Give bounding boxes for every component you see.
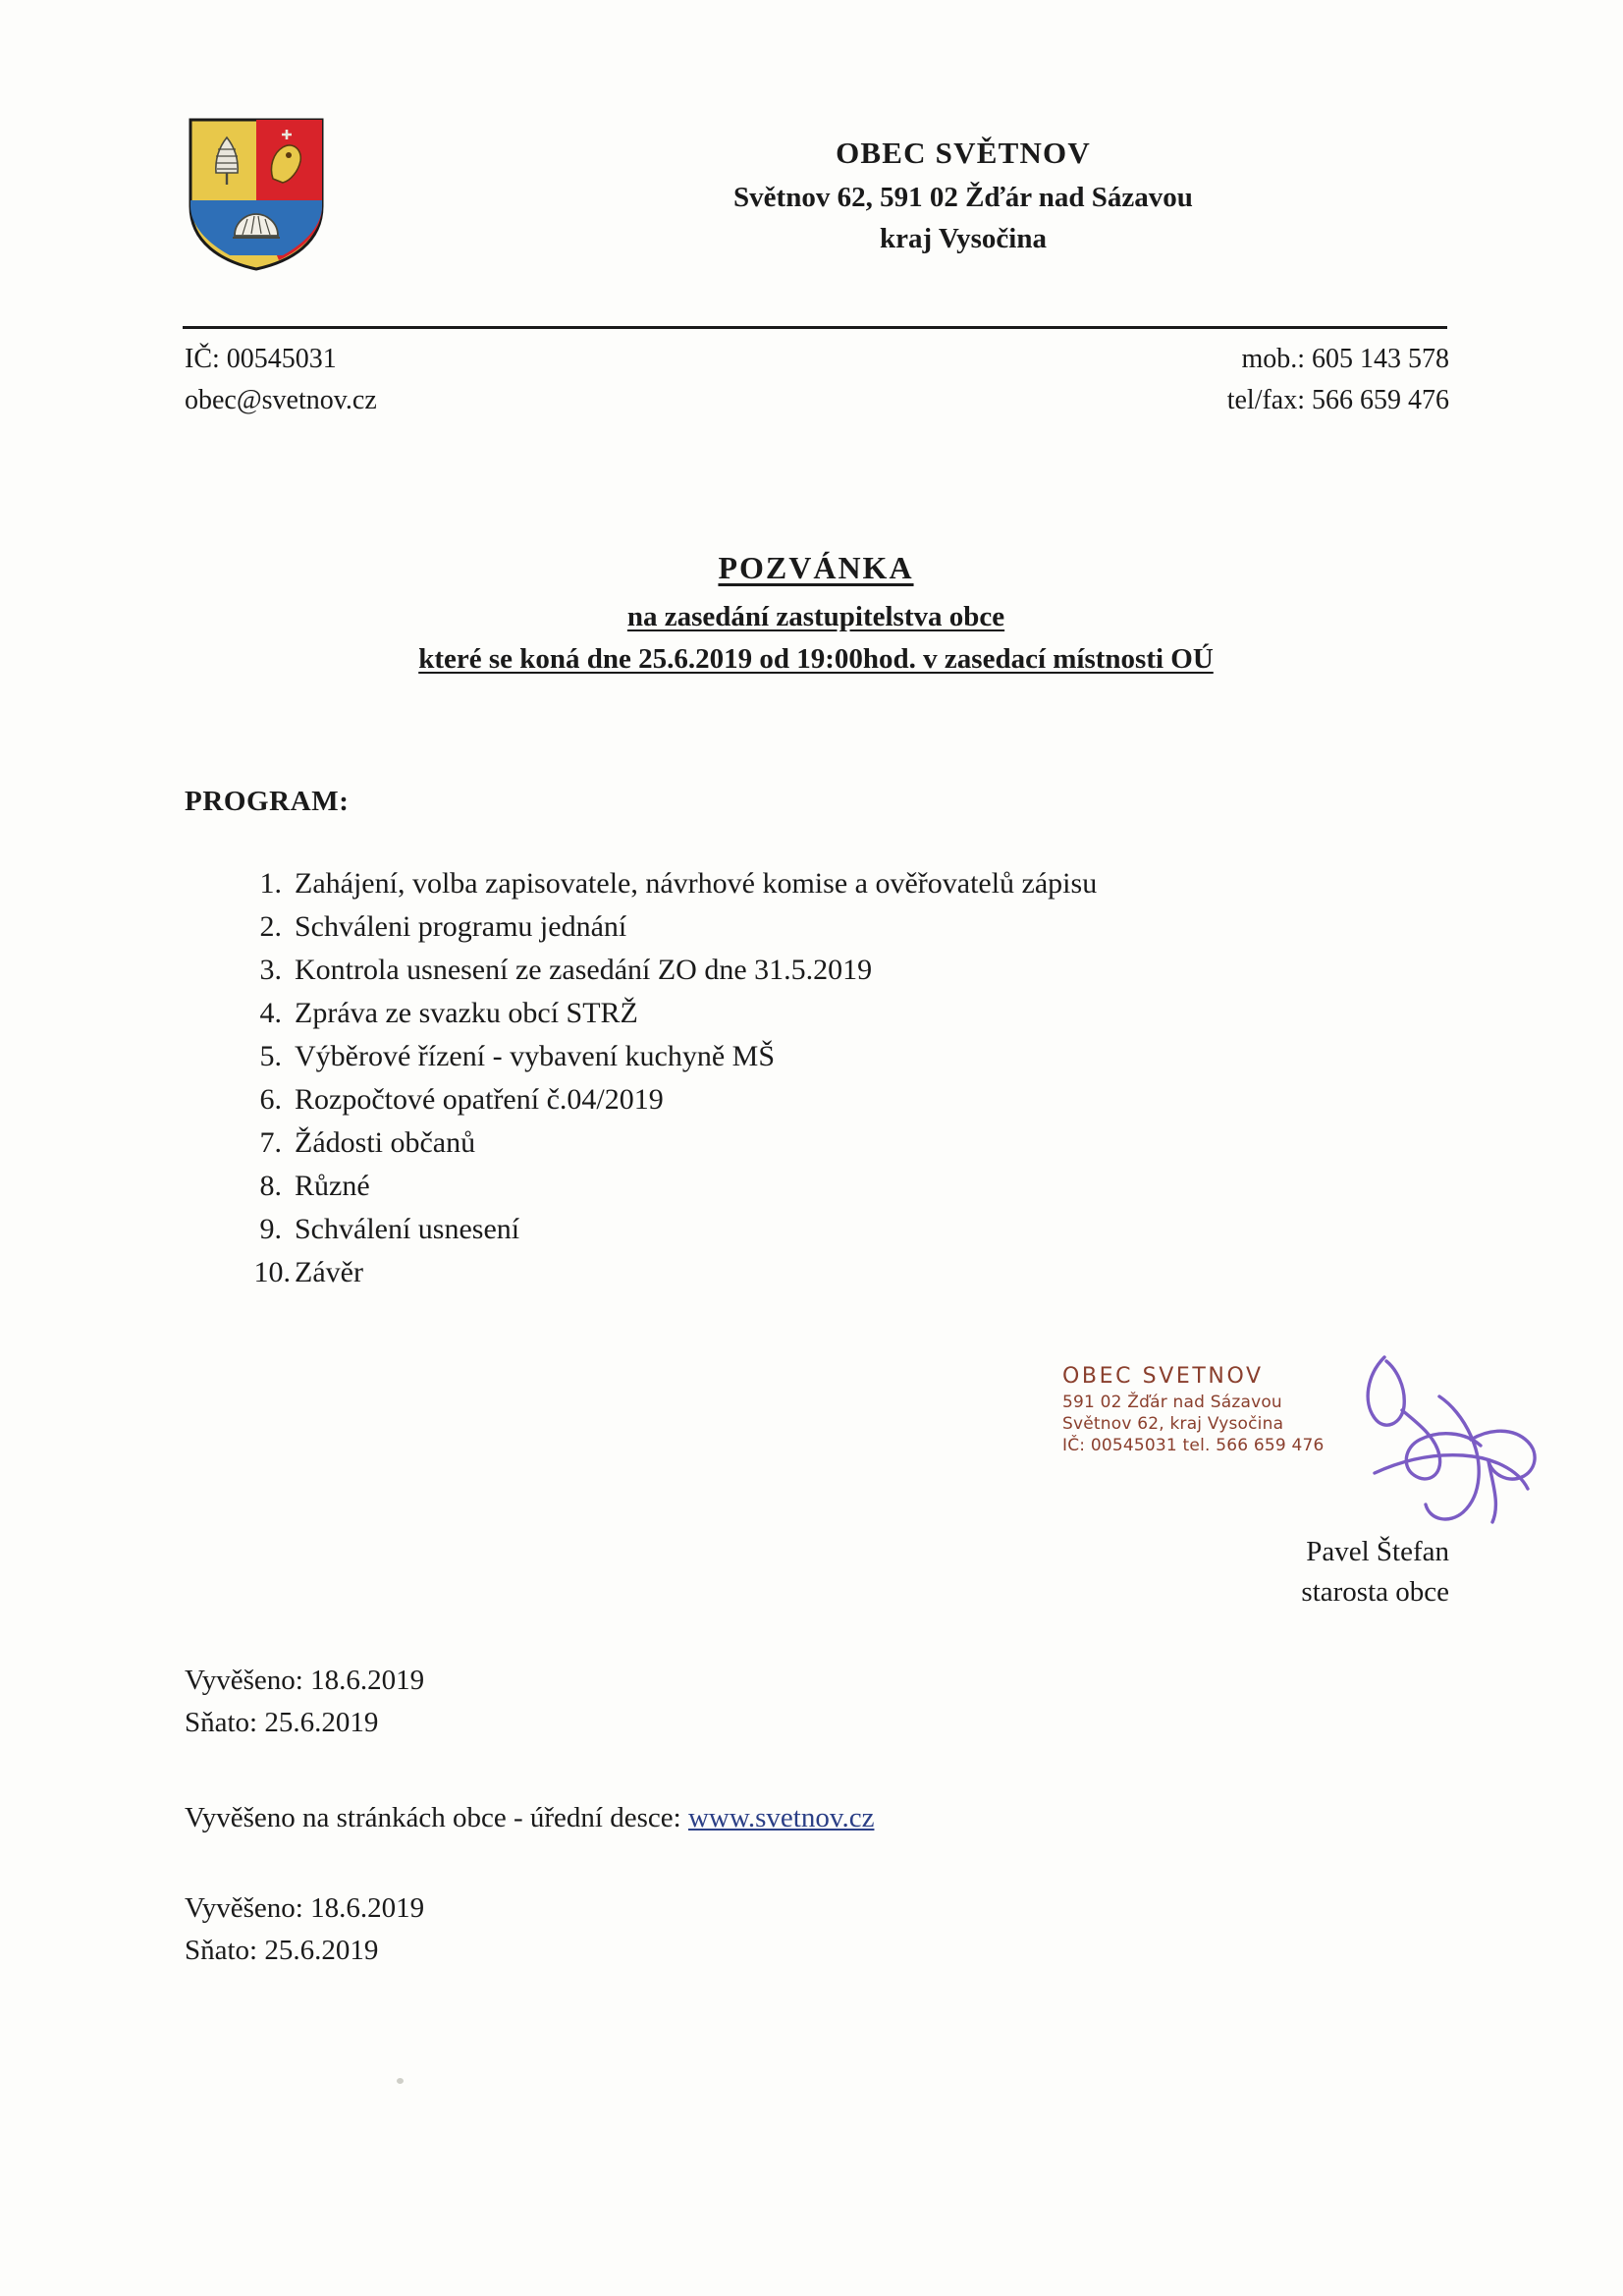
list-item xyxy=(236,864,1414,902)
list-item-number: 10. xyxy=(253,1256,291,1288)
organization-name: OBEC SVĚTNOV xyxy=(836,136,1091,170)
list-item-label: Zpráva ze svazku obcí STRŽ xyxy=(295,997,638,1029)
header-text-block xyxy=(477,134,1449,257)
list-item xyxy=(236,1080,1414,1119)
list-item-number: 4. xyxy=(259,997,282,1029)
signer-block xyxy=(1301,1532,1449,1613)
signer-role: starosta obce xyxy=(1301,1576,1449,1609)
title-subtitle-2: které se koná dne 25.6.2019 od 19:00hod. v zasedací místnosti OÚ xyxy=(418,643,1214,675)
website-posting-note xyxy=(185,1797,874,1839)
stamp-line-4: IČ: 00545031 tel. 566 659 476 xyxy=(1062,1435,1325,1455)
stamp-line-1: OBEC SVETNOV xyxy=(1062,1364,1264,1389)
list-item-number: 7. xyxy=(259,1126,282,1159)
list-item xyxy=(236,1167,1414,1205)
stamp-line-2: 591 02 Žďár nad Sázavou xyxy=(1062,1393,1282,1413)
signer-name: Pavel Štefan xyxy=(1306,1536,1449,1567)
list-item-number: 5. xyxy=(259,1040,282,1072)
list-item-label: Rozpočtové opatření č.04/2019 xyxy=(295,1083,664,1116)
official-stamp xyxy=(1062,1363,1325,1456)
header-divider xyxy=(183,326,1447,329)
list-item-number: 2. xyxy=(259,910,282,943)
list-item xyxy=(236,1123,1414,1162)
list-item xyxy=(236,994,1414,1032)
list-item xyxy=(236,1253,1414,1291)
list-item-label: Kontrola usnesení ze zasedání ZO dne 31.5.2019 xyxy=(295,954,873,986)
list-item-number: 3. xyxy=(259,954,282,986)
list-item-label: Výběrové řízení - vybavení kuchyně MŠ xyxy=(295,1040,776,1072)
removed-date-2: Sňato: 25.6.2019 xyxy=(185,1934,379,1966)
posting-dates-block-1 xyxy=(185,1660,424,1743)
list-item xyxy=(236,1037,1414,1075)
contact-left-block xyxy=(185,339,377,421)
removed-date-1: Sňato: 25.6.2019 xyxy=(185,1706,379,1738)
list-item xyxy=(236,1210,1414,1248)
page-title: POZVÁNKA xyxy=(718,550,914,585)
list-item-label: Schválení usnesení xyxy=(295,1213,520,1245)
coat-of-arms-icon xyxy=(183,116,330,273)
list-item-number: 6. xyxy=(259,1083,282,1116)
email-value: obec@svetnov.cz xyxy=(185,385,377,415)
website-note-label: Vyvěšeno na stránkách obce - úřední desce: xyxy=(185,1802,681,1833)
telfax-value: tel/fax: 566 659 476 xyxy=(1226,385,1449,415)
contact-right-block xyxy=(1227,339,1449,421)
website-link[interactable]: www.svetnov.cz xyxy=(687,1802,875,1833)
title-subtitle-1: na zasedání zastupitelstva obce xyxy=(626,601,1005,632)
list-item-number: 9. xyxy=(259,1213,282,1245)
stamp-line-3: Světnov 62, kraj Vysočina xyxy=(1062,1413,1284,1434)
list-item-label: Schváleni programu jednání xyxy=(295,910,627,943)
title-block xyxy=(183,550,1449,676)
list-item xyxy=(236,951,1414,989)
organization-address: Světnov 62, 591 02 Žďár nad Sázavou xyxy=(733,181,1193,213)
ico-value: IČ: 00545031 xyxy=(185,344,337,374)
mobile-value: mob.: 605 143 578 xyxy=(1241,344,1449,374)
organization-region: kraj Vysočina xyxy=(879,223,1047,255)
list-item-label: Zahájení, volba zapisovatele, návrhové komise a ověřovatelů zápisu xyxy=(295,867,1098,900)
list-item-number: 8. xyxy=(259,1170,282,1202)
posted-date-2: Vyvěšeno: 18.6.2019 xyxy=(185,1892,425,1924)
list-item xyxy=(236,907,1414,946)
posted-date-1: Vyvěšeno: 18.6.2019 xyxy=(185,1665,425,1696)
program-heading: PROGRAM: xyxy=(185,786,350,817)
list-item-number: 1. xyxy=(259,867,282,900)
list-item-label: Žádosti občanů xyxy=(295,1126,476,1159)
program-list xyxy=(236,864,1414,1296)
handwritten-signature-icon xyxy=(1345,1345,1581,1561)
list-item-label: Závěr xyxy=(295,1256,363,1288)
list-item-label: Různé xyxy=(295,1170,370,1202)
posting-dates-block-2 xyxy=(185,1887,424,1971)
scan-artifact xyxy=(397,2078,404,2084)
